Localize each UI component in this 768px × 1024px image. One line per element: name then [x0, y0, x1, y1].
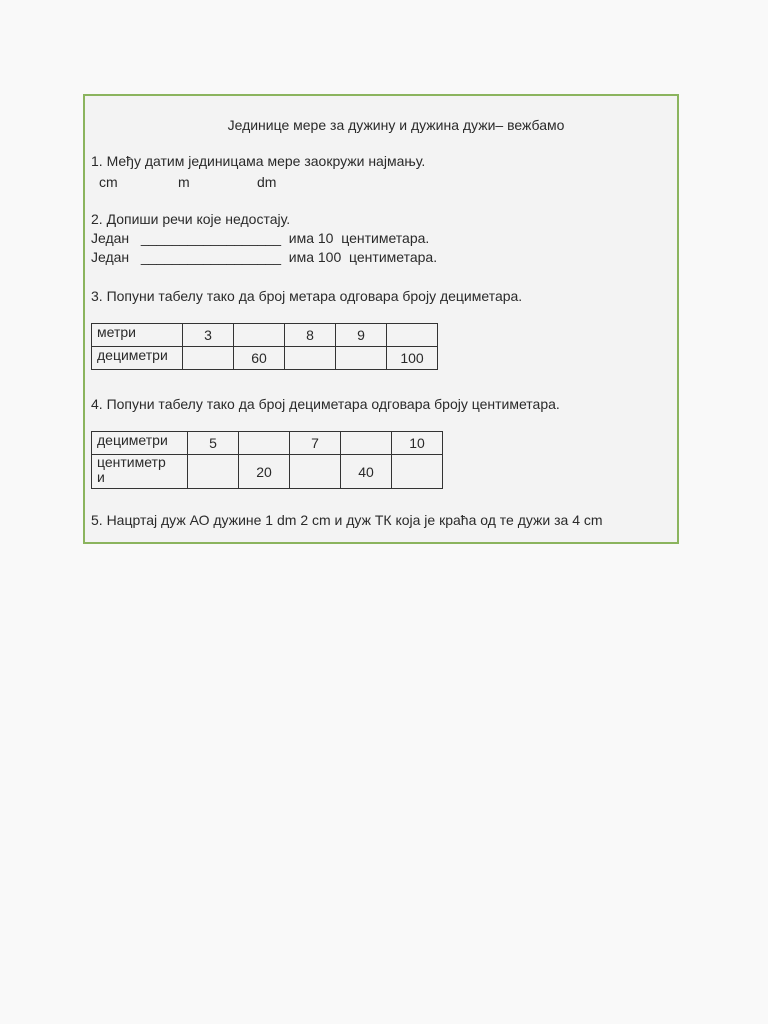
table-cell [285, 347, 336, 370]
decimeters-centimeters-table [91, 431, 443, 489]
table-row [92, 347, 438, 370]
table-cell [290, 455, 341, 489]
task1-text: 1. Међу датим јединицама мере заокружи најмању. [91, 153, 426, 169]
unit-m: m [178, 174, 190, 190]
table-cell: дециметри [92, 347, 183, 370]
table-cell: 40 [341, 455, 392, 489]
table-cell: 7 [290, 432, 341, 455]
table-cell: 60 [234, 347, 285, 370]
table-row [92, 432, 443, 455]
task2-text: 2. Допиши речи које недостају. [91, 211, 291, 227]
table-cell [392, 455, 443, 489]
task2-line1: Један __________________ има 10 центиметара. [91, 230, 430, 246]
unit-cm: cm [99, 174, 118, 190]
task2-line2: Један __________________ има 100 центиметара. [91, 249, 438, 265]
task4-text: 4. Попуни табелу тако да број дециметара одговара броју центиметара. [91, 396, 560, 412]
table-cell [188, 455, 239, 489]
table-cell: 3 [183, 324, 234, 347]
table-cell: центиметр и [92, 455, 188, 489]
worksheet-frame [83, 94, 679, 544]
table-cell [234, 324, 285, 347]
table-cell [183, 347, 234, 370]
table-cell: 5 [188, 432, 239, 455]
task5-text: 5. Нацртај дуж АО дужине 1 dm 2 cm и дуж ТК која је краћа од те дужи за 4 cm [91, 512, 603, 528]
table-cell: метри [92, 324, 183, 347]
table-cell: 10 [392, 432, 443, 455]
table-cell [336, 347, 387, 370]
table-cell [341, 432, 392, 455]
table-row [92, 324, 438, 347]
task3-text: 3. Попуни табелу тако да број метара одговара броју дециметара. [91, 288, 523, 304]
table-cell [387, 324, 438, 347]
table-cell: 9 [336, 324, 387, 347]
table-cell: 8 [285, 324, 336, 347]
meters-decimeters-table [91, 323, 438, 370]
table-cell: 100 [387, 347, 438, 370]
table-cell [239, 432, 290, 455]
table-cell: 20 [239, 455, 290, 489]
table-row [92, 455, 443, 489]
table-cell: дециметри [92, 432, 188, 455]
unit-dm: dm [257, 174, 277, 190]
worksheet-title: Јединице мере за дужину и дужина дужи– вежбамо [227, 117, 565, 133]
